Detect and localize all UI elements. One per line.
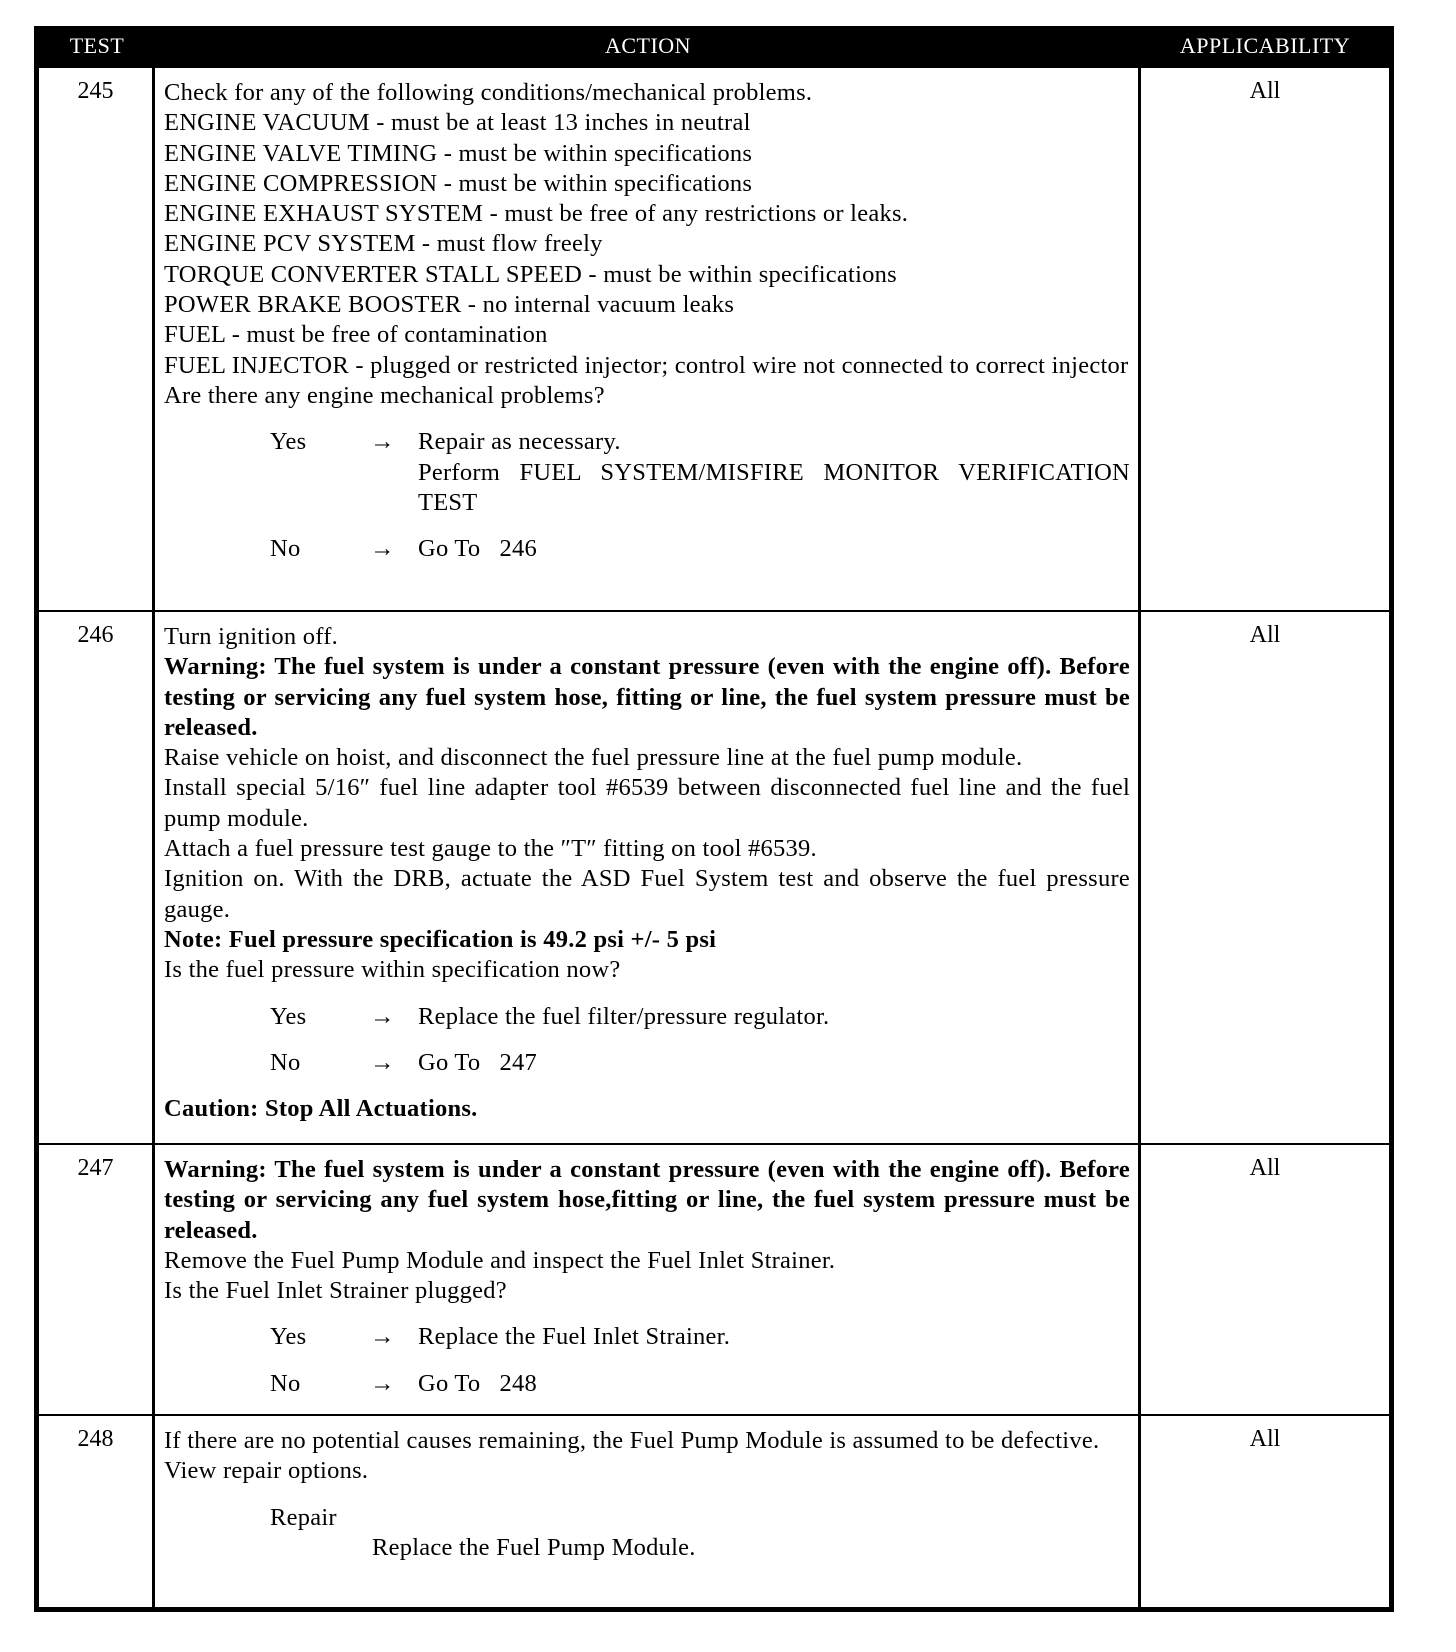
no-result: Go To 248 [418, 1369, 538, 1397]
action-cell [155, 68, 1141, 610]
table-row [39, 1414, 1389, 1607]
action-line: Ignition on. With the DRB, actuate the ASD Fuel System test and observe the fuel pressure gauge. [164, 865, 1130, 923]
yes-label: Yes [270, 1323, 307, 1351]
question: Is the Fuel Inlet Strainer plugged? [164, 1277, 507, 1305]
table-row [39, 66, 1389, 610]
action-cell [155, 1416, 1141, 1607]
repair-result: Replace the Fuel Pump Module. [372, 1533, 696, 1561]
no-branch [164, 1048, 1130, 1078]
no-result: Go To 246 [418, 535, 538, 563]
applicability: All [1249, 78, 1281, 104]
table-row [39, 1143, 1389, 1414]
arrow-right-icon: → [370, 1048, 395, 1076]
action-line: Raise vehicle on hoist, and disconnect the fuel pressure line at the fuel pump module. [164, 744, 1023, 772]
warning-text: Warning: The fuel system is under a constant pressure (even with the engine off). Before testing or servicing any fuel system hose,fitting or line, the fuel system pressure must be released. [164, 1156, 1130, 1244]
table-header [39, 26, 1389, 66]
action-cell [155, 612, 1141, 1143]
caution-text: Caution: Stop All Actuations. [164, 1095, 478, 1123]
action-line: Check for any of the following conditions/mechanical problems. [164, 79, 813, 106]
action-line: FUEL INJECTOR - plugged or restricted injector; control wire not connected to correct injector [164, 351, 1129, 379]
no-result: Go To 247 [418, 1048, 538, 1076]
table-row [39, 610, 1389, 1143]
yes-label: Yes [270, 1002, 307, 1030]
action-line: ENGINE VACUUM - must be at least 13 inches in neutral [164, 109, 751, 137]
repair-label: Repair [270, 1503, 337, 1531]
action-line: ENGINE COMPRESSION - must be within specifications [164, 169, 753, 197]
action-line: FUEL - must be free of contamination [164, 321, 548, 349]
yes-branch [164, 427, 1130, 518]
warning-text: Warning: The fuel system is under a constant pressure (even with the engine off). Before testing or servicing any fuel system hose, fitting or line, the fuel system pressure must be released. [164, 653, 1130, 741]
test-number: 248 [39, 1416, 155, 1607]
action-line: If there are no potential causes remaining, the Fuel Pump Module is assumed to be defective. [164, 1427, 1100, 1454]
arrow-right-icon: → [370, 535, 395, 563]
no-label: No [270, 1369, 301, 1397]
action-line: View repair options. [164, 1457, 369, 1485]
action-line: Attach a fuel pressure test gauge to the ″T″ fitting on tool #6539. [164, 835, 817, 863]
applicability: All [1249, 1155, 1281, 1181]
action-line: TORQUE CONVERTER STALL SPEED - must be within specifications [164, 260, 897, 288]
arrow-right-icon: → [370, 428, 395, 456]
no-branch [164, 1369, 1130, 1399]
arrow-right-icon: → [370, 1323, 395, 1351]
action-line: Remove the Fuel Pump Module and inspect the Fuel Inlet Strainer. [164, 1246, 836, 1274]
header-applicability: APPLICABILITY [1179, 33, 1351, 58]
action-line: Install special 5/16″ fuel line adapter tool #6539 between disconnected fuel line and the fuel pump module. [164, 774, 1130, 832]
applicability: All [1249, 622, 1281, 648]
action-line: ENGINE VALVE TIMING - must be within specifications [164, 139, 753, 167]
question: Are there any engine mechanical problems? [164, 381, 605, 409]
action-cell [155, 1145, 1141, 1414]
yes-branch [164, 1002, 1130, 1032]
header-test: TEST [69, 33, 125, 58]
yes-result [418, 427, 1130, 518]
action-line: Turn ignition off. [164, 623, 338, 650]
no-branch [164, 534, 1130, 564]
note-text: Note: Fuel pressure specification is 49.2 psi +/- 5 psi [164, 925, 717, 953]
applicability: All [1249, 1426, 1281, 1452]
yes-result: Replace the Fuel Inlet Strainer. [418, 1323, 731, 1351]
no-label: No [270, 535, 301, 563]
yes-result-line: Repair as necessary. [418, 428, 621, 456]
yes-label: Yes [270, 428, 307, 456]
header-action: ACTION [604, 33, 692, 58]
test-number: 247 [39, 1145, 155, 1414]
arrow-right-icon: → [370, 1369, 395, 1397]
action-line: POWER BRAKE BOOSTER - no internal vacuum leaks [164, 291, 735, 319]
yes-branch [164, 1322, 1130, 1352]
yes-result: Replace the fuel filter/pressure regulator. [418, 1002, 830, 1030]
test-number: 246 [39, 612, 155, 1143]
arrow-right-icon: → [370, 1002, 395, 1030]
no-label: No [270, 1048, 301, 1076]
action-line: ENGINE PCV SYSTEM - must flow freely [164, 230, 603, 258]
test-number: 245 [39, 68, 155, 610]
question: Is the fuel pressure within specification now? [164, 956, 621, 984]
action-line: ENGINE EXHAUST SYSTEM - must be free of any restrictions or leaks. [164, 200, 909, 228]
diagnostic-table [34, 26, 1394, 1612]
yes-result-line: Perform FUEL SYSTEM/MISFIRE MONITOR VERIFICATION TEST [418, 458, 1130, 516]
